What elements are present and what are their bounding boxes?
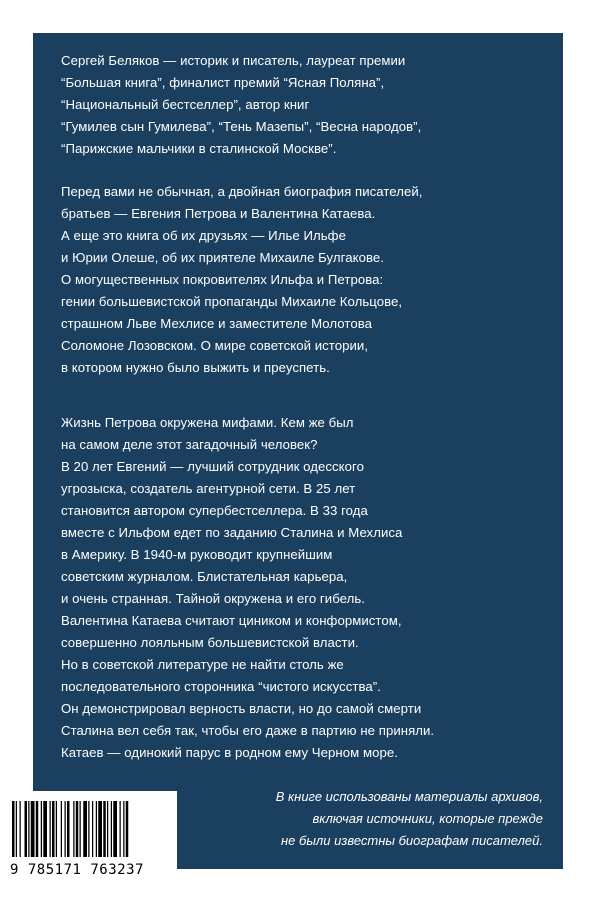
- text-line: В книге использованы материалы архивов,: [275, 789, 543, 804]
- text-line: Но в советской литературе не найти столь же: [61, 657, 344, 672]
- text-line: Жизнь Петрова окружена мифами. Кем же был: [61, 415, 354, 430]
- barcode-area: [0, 791, 177, 900]
- text-line: гении большевистской пропаганды Михаиле Кольцове,: [61, 294, 403, 309]
- text-line: на самом деле этот загадочный человек?: [61, 437, 318, 452]
- text-line: становится автором супербестселлера. В 33 года: [61, 503, 368, 518]
- text-line: “Национальный бестселлер”, автор книг: [61, 97, 310, 112]
- text-line: в котором нужно было выжить и преуспеть.: [61, 360, 330, 375]
- text-line: в Америку. В 1940-м руководит крупнейшим: [61, 547, 333, 562]
- text-line: В 20 лет Евгений — лучший сотрудник одесского: [61, 459, 364, 474]
- text-line: братьев — Евгения Петрова и Валентина Катаева.: [61, 206, 376, 221]
- text-line: и Юрии Олеше, об их приятеле Михаиле Булгакове.: [61, 250, 384, 265]
- text-line: Он демонстрировал верность власти, но до самой смерти: [61, 701, 422, 716]
- text-line: советским журналом. Блистательная карьера,: [61, 569, 348, 584]
- text-line: “Большая книга”, финалист премий “Ясная Поляна”,: [61, 75, 385, 90]
- barcode-number: 9 785171 763237: [10, 862, 144, 878]
- intro-paragraph: [61, 181, 423, 379]
- barcode-icon: [12, 801, 162, 857]
- text-line: вместе с Ильфом едет по заданию Сталина и Мехлиса: [61, 525, 403, 540]
- text-line: Катаев — одинокий парус в родном ему Черном море.: [61, 745, 398, 760]
- text-line: Сталина вел себя так, чтобы его даже в партию не приняли.: [61, 723, 435, 738]
- text-line: включая источники, которые прежде: [312, 811, 543, 826]
- text-line: совершенно лояльным большевистской власти.: [61, 635, 359, 650]
- text-line: страшном Льве Мехлисе и заместителе Молотова: [61, 316, 373, 331]
- text-line: не были известны биографам писателей.: [281, 833, 543, 848]
- archive-note: [243, 786, 543, 852]
- text-line: и очень странная. Тайной окружена и его гибель.: [61, 591, 365, 606]
- text-line: последовательного сторонника “чистого искусства”.: [61, 679, 381, 694]
- author-paragraph: [61, 50, 421, 160]
- text-line: “Гумилев сын Гумилева”, “Тень Мазепы”, “Весна народов”,: [61, 119, 422, 134]
- text-line: угрозыска, создатель агентурной сети. В 25 лет: [61, 481, 356, 496]
- text-line: О могущественных покровителях Ильфа и Петрова:: [61, 272, 384, 287]
- text-line: Сергей Беляков — историк и писатель, лауреат премии: [61, 53, 406, 68]
- text-line: А еще это книга об их друзьях — Илье Ильфе: [61, 228, 346, 243]
- text-line: Валентина Катаева считают циником и конформистом,: [61, 613, 402, 628]
- text-line: Соломоне Лозовском. О мире советской истории,: [61, 338, 369, 353]
- text-line: Перед вами не обычная, а двойная биография писателей,: [61, 184, 423, 199]
- text-line: “Парижские мальчики в сталинской Москве”.: [61, 141, 337, 156]
- petrov-paragraph: [61, 412, 434, 764]
